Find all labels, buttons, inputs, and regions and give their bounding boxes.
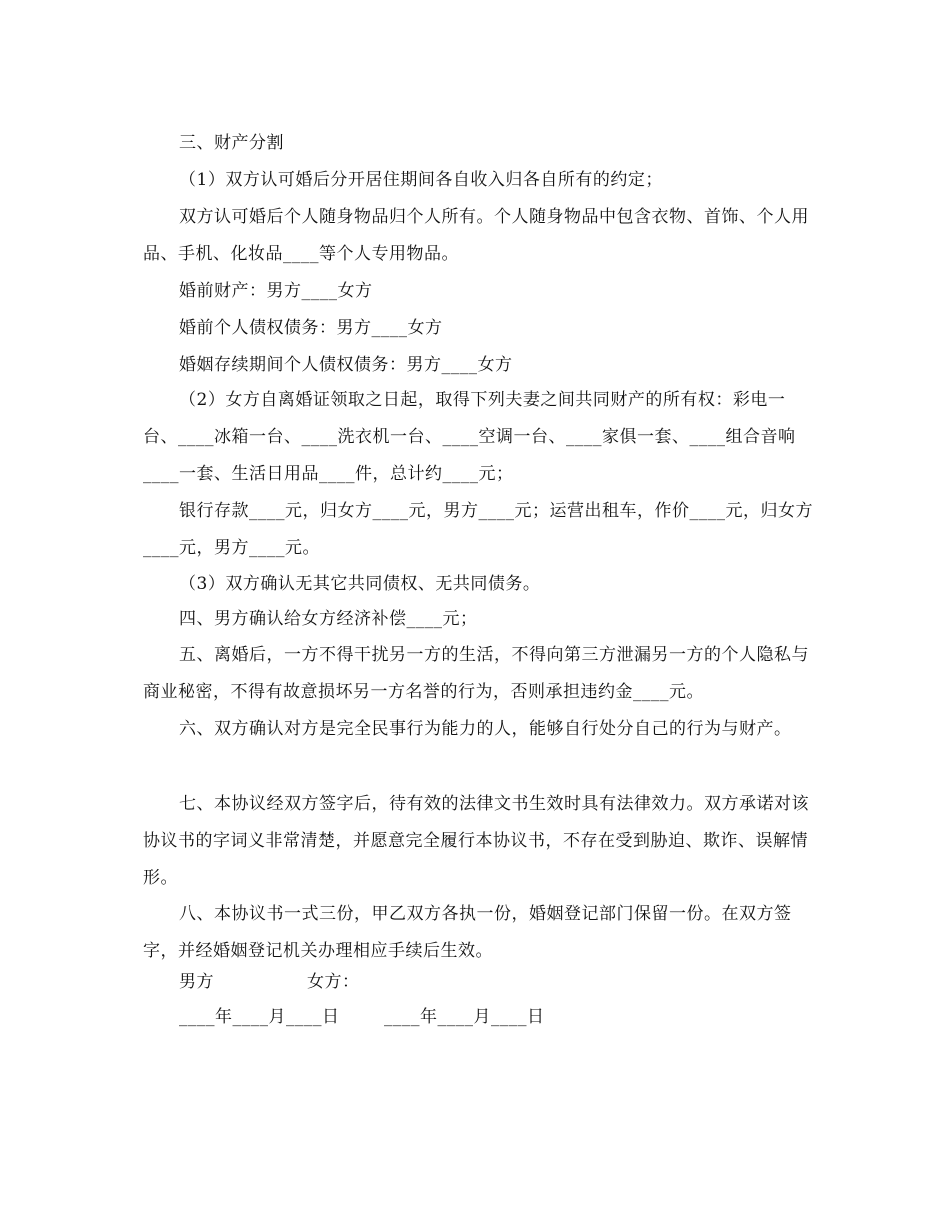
- paragraph-marital-debts: 婚姻存续期间个人债权债务：男方____女方: [179, 355, 513, 375]
- section-civil-capacity: 六、双方确认对方是完全民事行为能力的人，能够自行处分自己的行为与财产。: [179, 719, 792, 739]
- section-heading-property-division: 三、财产分割: [179, 133, 284, 153]
- section-non-interference: 五、离婚后，一方不得干扰另一方的生活，不得向第三方泄漏另一方的个人隐私与商业秘密，不得有故意损坏另一方名誉的行为，否则承担违约金____元。: [143, 645, 809, 702]
- paragraph-no-joint-debts: （3）双方确认无其它共同债权、无共同债务。: [179, 574, 541, 594]
- signature-female-label: 女方：: [307, 972, 360, 992]
- section-compensation: 四、男方确认给女方经济补偿____元；: [179, 609, 478, 629]
- section-legal-effect: 七、本协议经双方签字后，待有效的法律文书生效时具有法律效力。双方承诺对该协议书的字词义非常清楚，并愿意完全履行本协议书，不存在受到胁迫、欺诈、误解情形。: [143, 794, 809, 888]
- signature-date-male: ____年____月____日: [179, 1007, 340, 1027]
- paragraph-premarital-debts: 婚前个人债权债务：男方____女方: [179, 318, 443, 338]
- paragraph-joint-property: （2）女方自离婚证领取之日起，取得下列夫妻之间共同财产的所有权：彩电一台、____冰箱一台、____洗衣机一台、____空调一台、____家俱一套、____组合音响____一套、生活日用品____件，总计约____元；: [143, 390, 796, 484]
- paragraph-bank-deposits: 银行存款____元，归女方____元，男方____元；运营出租车，作价____元，归女方____元，男方____元。: [143, 501, 813, 558]
- signature-date-female: ____年____月____日: [384, 1007, 545, 1027]
- section-copies: 八、本协议书一式三份，甲乙双方各执一份，婚姻登记部门保留一份。在双方签字，并经婚姻登记机关办理相应手续后生效。: [143, 904, 792, 961]
- paragraph-premarital-property: 婚前财产：男方____女方: [179, 281, 373, 301]
- paragraph-personal-items: 双方认可婚后个人随身物品归个人所有。个人随身物品中包含衣物、首饰、个人用品、手机、化妆品____等个人专用物品。: [143, 207, 809, 264]
- signature-male-label: 男方: [179, 972, 214, 992]
- paragraph-separate-income: （1）双方认可婚后分开居住期间各自收入归各自所有的约定；: [179, 170, 663, 190]
